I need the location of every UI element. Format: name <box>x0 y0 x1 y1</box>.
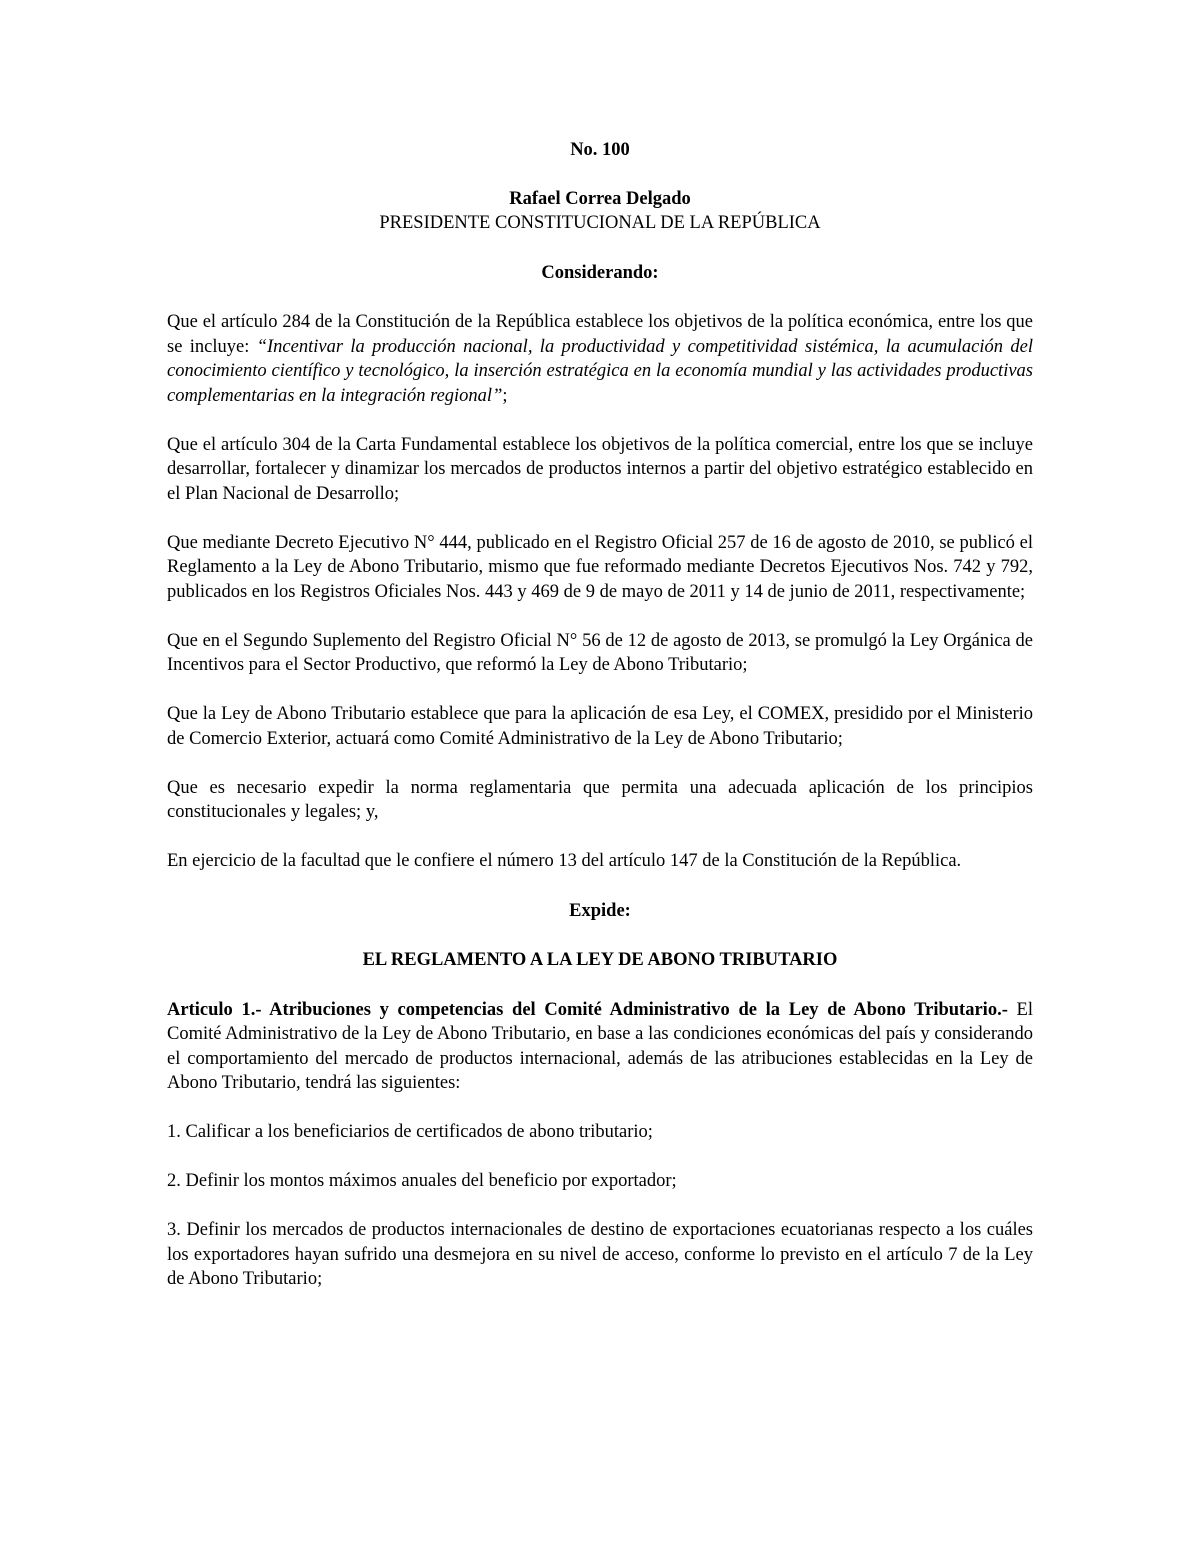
considerando-3: Que mediante Decreto Ejecutivo N° 444, publicado en el Registro Oficial 257 de 16 de agosto de 2010, se publicó el Reglamento a la Ley de Abono Tributario, mismo que fue reformado mediante Decretos Ejecutivos Nos. 742 y 792, publicados en los Registros Oficiales Nos. 443 y 469 de 9 de mayo de 2011 y 14 de junio de 2011, respectivamente; <box>167 532 1033 602</box>
article-1-item-1: 1. Calificar a los beneficiarios de certificados de abono tributario; <box>167 1122 653 1142</box>
document-page <box>167 138 1033 1292</box>
constitution-quote: “Incentivar la producción nacional, la productividad y competitividad sistémica, la acumulación del conocimiento científico y tecnológico, la inserción estratégica en la economía mundial y las actividades productivas complementarias en la integración regional” <box>167 336 1033 406</box>
article-1 <box>167 998 1033 1096</box>
article-1-heading: Articulo 1.- Atribuciones y competencias del Comité Administrativo de la Ley de Abono Tributario.- <box>167 999 1008 1020</box>
president-name: Rafael Correa Delgado <box>509 188 691 209</box>
considering-heading: Considerando: <box>541 262 659 283</box>
article-1-body: El Comité Administrativo de la Ley de Abono Tributario, en base a las condiciones económicas del país y considerando el comportamiento del mercado de productos internacional, además de las atribuciones establecidas en la Ley de Abono Tributario, tendrá las siguientes: <box>167 999 1033 1093</box>
considerando-1-end: ; <box>502 385 508 406</box>
considerando-1-text: Que el artículo 284 de la Constitución de la República establece los objetivos de la política económica, entre los que se incluye: <box>167 312 1033 357</box>
article-1-item-2: 2. Definir los montos máximos anuales del beneficio por exportador; <box>167 1171 677 1191</box>
president-office: PRESIDENTE CONSTITUCIONAL DE LA REPÚBLICA <box>379 213 821 233</box>
expide-heading: Expide: <box>569 900 631 921</box>
considerando-2: Que el artículo 304 de la Carta Fundamental establece los objetivos de la política comercial, entre los que se incluye desarrollar, fortalecer y dinamizar los mercados de productos internos a partir del objetivo estratégico establecido en el Plan Nacional de Desarrollo; <box>167 434 1033 504</box>
considerando-7: En ejercicio de la facultad que le confiere el número 13 del artículo 147 de la Constitución de la República. <box>167 851 962 871</box>
article-1-item-3: 3. Definir los mercados de productos internacionales de destino de exportaciones ecuatorianas respecto a los cuáles los exportadores hayan sufrido una desmejora en su nivel de acceso, conforme lo previsto en el artículo 7 de la Ley de Abono Tributario; <box>167 1220 1033 1289</box>
regulation-title: EL REGLAMENTO A LA LEY DE ABONO TRIBUTARIO <box>362 950 838 970</box>
considerando-5: Que la Ley de Abono Tributario establece que para la aplicación de esa Ley, el COMEX, presidido por el Ministerio de Comercio Exterior, actuará como Comité Administrativo de la Ley de Abono Tributario; <box>167 704 1033 749</box>
decree-number: No. 100 <box>570 140 630 160</box>
considerando-6: Que es necesario expedir la norma reglamentaria que permita una adecuada aplicación de los principios constitucionales y legales; y, <box>167 777 1033 822</box>
considerando-1 <box>167 310 1033 408</box>
considerando-4: Que en el Segundo Suplemento del Registro Oficial N° 56 de 12 de agosto de 2013, se promulgó la Ley Orgánica de Incentivos para el Sector Productivo, que reformó la Ley de Abono Tributario; <box>167 630 1033 675</box>
